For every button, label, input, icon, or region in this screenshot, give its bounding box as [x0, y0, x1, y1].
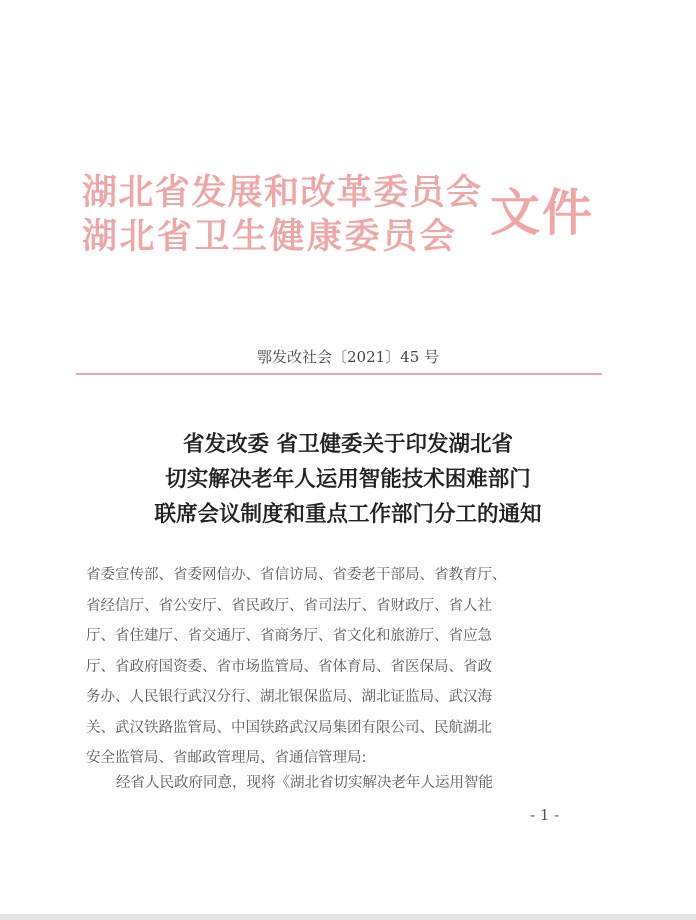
document-title	[0, 427, 696, 532]
document-number: 鄂发改社会〔2021〕45 号	[256, 348, 440, 366]
title-line-3: 联席会议制度和重点工作部门分工的通知	[154, 502, 542, 527]
document-label: 文件	[490, 183, 594, 242]
recipients-list	[86, 560, 616, 774]
body-paragraph: 经省人民政府同意，现将《湖北省切实解决老年人运用智能	[116, 775, 493, 791]
issuing-org-2: 湖北省卫生健康委员会	[82, 216, 458, 257]
title-line-1: 省发改委 省卫健委关于印发湖北省	[183, 432, 513, 457]
recipients-line: 安全监管局、省邮政管理局、省通信管理局:	[86, 750, 367, 766]
page-bottom-edge	[0, 914, 696, 920]
page-number: - 1 -	[530, 806, 560, 824]
title-line-2: 切实解决老年人运用智能技术困难部门	[165, 467, 531, 492]
recipients-line: 厅、省政府国资委、省市场监管局、省体育局、省医保局、省政	[86, 658, 492, 675]
recipients-line: 关、武汉铁路监管局、中国铁路武汉局集团有限公司、民航湖北	[86, 719, 492, 736]
recipients-line: 厅、省住建厅、省交通厅、省商务厅、省文化和旅游厅、省应急	[86, 628, 492, 644]
recipients-line: 务办、人民银行武汉分行、湖北银保监局、湖北证监局、武汉海	[86, 689, 492, 705]
recipients-line: 省经信厅、省公安厅、省民政厅、省司法厅、省财政厅、省人社	[86, 597, 492, 614]
recipients-line: 省委宣传部、省委网信办、省信访局、省委老干部局、省教育厅、	[86, 567, 507, 583]
issuing-org-1: 湖北省发展和改革委员会	[82, 172, 483, 213]
red-divider	[76, 373, 602, 375]
